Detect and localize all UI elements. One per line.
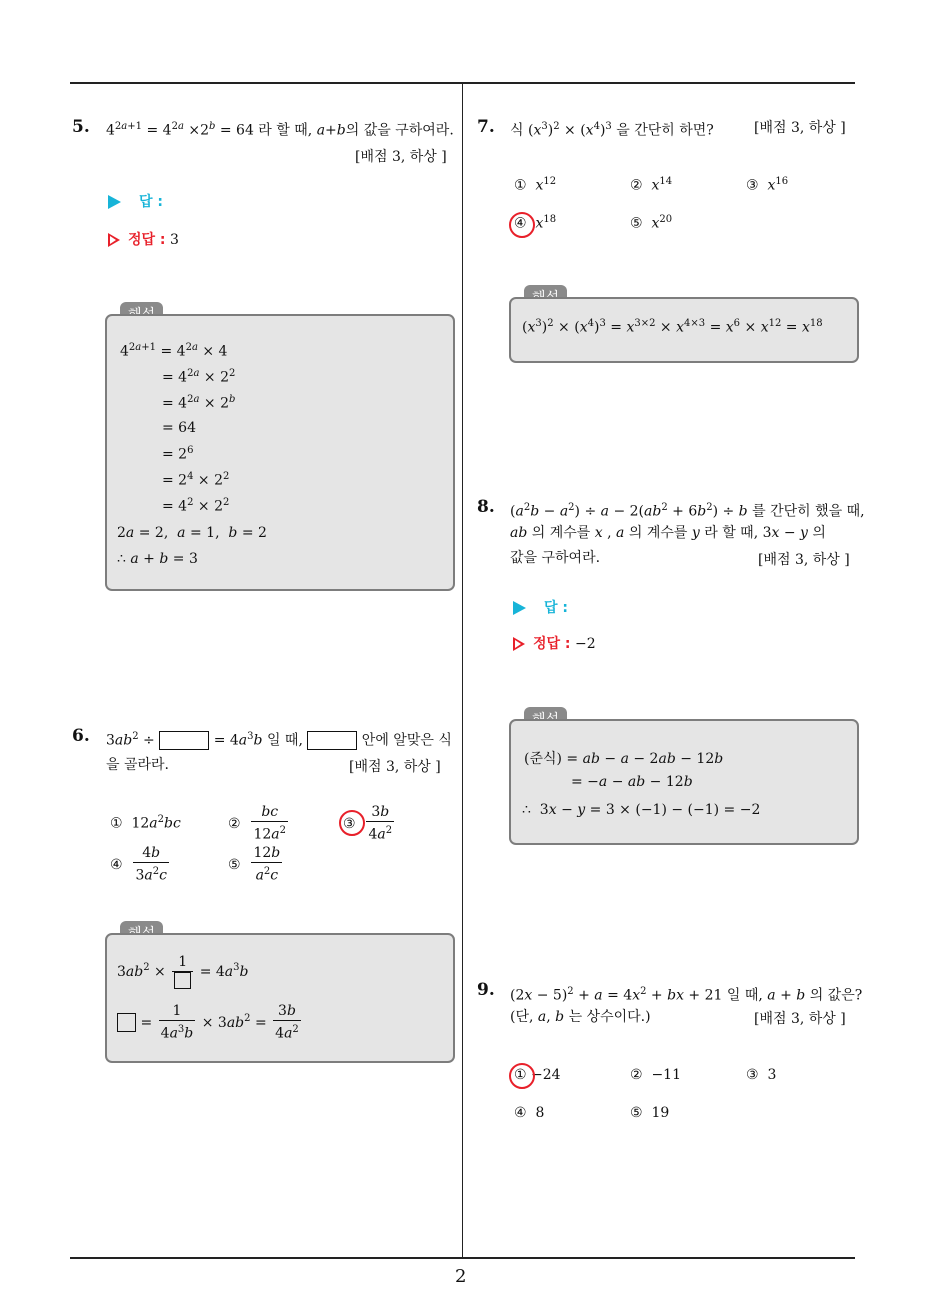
q6-text-line1: $3ab^2$ ÷ = $4a^3b$ 일 때, 안에 알맞은 식: [106, 731, 452, 749]
q6-text-line2: 을 골라라.: [106, 757, 169, 773]
q7-option-4[interactable]: ④ $x^{18}$: [514, 214, 557, 232]
q8-text-line1: $(a^2b - a^2) \div a - 2(ab^2 + 6b^2) \div b$ 를 간단히 했을 때,: [510, 502, 865, 520]
q5-number: 5.: [72, 117, 90, 137]
play-triangle-icon: [513, 601, 526, 615]
q5-correct-value: 3: [169, 232, 179, 248]
q6-option-3[interactable]: ③ $\frac{3b}{4a^2}$: [343, 804, 393, 843]
q5-exp-line-8: 2a = 2, a = 1, b = 2: [117, 525, 267, 541]
page-number: 2: [455, 1266, 467, 1287]
q5-answer-label: 답 :: [108, 191, 163, 211]
q5-exp-line-9: ∴ a + b = 3: [117, 551, 198, 567]
q6-option-2[interactable]: ② $\frac{bc}{12a^2}$: [228, 804, 287, 843]
q5-meta: [배점 3, 하상 ]: [355, 149, 447, 165]
square-box: [117, 1013, 136, 1032]
q5-correct: 정답 : 3: [108, 229, 179, 249]
q6-exp-line-1: $3ab^2$ × 1 = $4a^3b$: [117, 954, 249, 990]
q6-number: 6.: [72, 726, 90, 746]
q6-exp-line-2: = $\frac{1}{4a^3b}$ × $3ab^2$ = $\frac{3b}{4a^2}$: [117, 1003, 303, 1043]
q8-text-line2: ab 의 계수를 x , a 의 계수를 y 라 할 때, 3x − y 의: [510, 525, 826, 541]
q7-option-5[interactable]: ⑤ $x^{20}$: [630, 214, 673, 232]
q5-exp-line-3: = $4^{2a} \times 2^b$: [162, 394, 236, 412]
q8-exp-line-3: ∴ 3x − y = 3 × (−1) − (−1) = −2: [522, 802, 761, 818]
q9-meta: [배점 3, 하상 ]: [754, 1011, 846, 1027]
q8-exp-line-1: (준식) = ab − a − 2ab − 12b: [524, 751, 724, 767]
q8-correct-value: −2: [574, 636, 596, 652]
q7-selected-circle: [509, 212, 535, 238]
blank-box: [307, 731, 357, 750]
q6-meta: [배점 3, 하상 ]: [349, 759, 441, 775]
q8-answer-label: 답 :: [513, 597, 568, 617]
q5-exp-line-1: $4^{2a+1} = 4^{2a} \times 4$: [120, 342, 228, 360]
q5-exp-line-5: = $2^6$: [162, 445, 194, 463]
column-divider: [462, 83, 463, 1258]
q7-option-2[interactable]: ② $x^{14}$: [630, 176, 673, 194]
q9-option-1[interactable]: ① −24: [514, 1067, 561, 1083]
q6-option-4[interactable]: ④ $\frac{4b}{3a^2c}$: [110, 845, 167, 884]
q7-number: 7.: [477, 117, 495, 137]
q5-exp-line-6: = $2^4 \times 2^2$: [162, 471, 230, 489]
q8-text-line3: 값을 구하여라.: [510, 550, 601, 566]
q9-option-4[interactable]: ④ 8: [514, 1105, 545, 1121]
q7-option-1[interactable]: ① $x^{12}$: [514, 176, 557, 194]
q5-exp-line-7: = $4^2 \times 2^2$: [162, 497, 230, 515]
square-box: [174, 972, 191, 989]
q9-option-5[interactable]: ⑤ 19: [630, 1105, 670, 1121]
q9-selected-circle: [509, 1063, 535, 1089]
q6-option-1[interactable]: ① $12a^2bc$: [110, 814, 181, 832]
q5-exp-line-2: = $4^{2a} \times 2^2$: [162, 368, 236, 386]
q7-text: 식 $(x^3)^2 \times (x^4)^3$ 을 간단히 하면?: [510, 121, 714, 139]
q9-option-2[interactable]: ② −11: [630, 1067, 681, 1083]
blank-box: [159, 731, 209, 750]
outline-triangle-icon: [513, 637, 525, 651]
q8-meta: [배점 3, 하상 ]: [758, 552, 850, 568]
q9-text-line2: (단, a, b 는 상수이다.): [510, 1009, 651, 1025]
outline-triangle-icon: [108, 233, 120, 247]
q8-exp-line-2: = −a − ab − 12b: [571, 774, 693, 790]
q7-option-3[interactable]: ③ $x^{16}$: [746, 176, 789, 194]
q7-meta: [배점 3, 하상 ]: [754, 120, 846, 136]
q9-option-3[interactable]: ③ 3: [746, 1067, 777, 1083]
q8-number: 8.: [477, 497, 495, 517]
q9-number: 9.: [477, 980, 495, 1000]
q7-exp-line: $(x^3)^2 \times (x^4)^3 = x^{3\times 2} \times x^{4\times 3} = x^6 \times x^{12} = x^{18}$: [522, 318, 823, 336]
q6-option-5[interactable]: ⑤ $\frac{12b}{a^2c}$: [228, 845, 281, 884]
q5-text: $4^{2a+1} = 4^{2a} \times 2^b = 64$ 라 할 때, a+b의 값을 구하여라.: [106, 121, 454, 139]
q6-selected-circle: [339, 810, 365, 836]
q8-correct: 정답 : −2: [513, 633, 596, 653]
play-triangle-icon: [108, 195, 121, 209]
q5-exp-line-4: = 64: [162, 420, 196, 436]
q9-text-line1: $(2x - 5)^2 + a = 4x^2$ + bx + 21 일 때, a + b 의 값은?: [510, 986, 863, 1004]
q6-explanation-box: [105, 933, 455, 1063]
